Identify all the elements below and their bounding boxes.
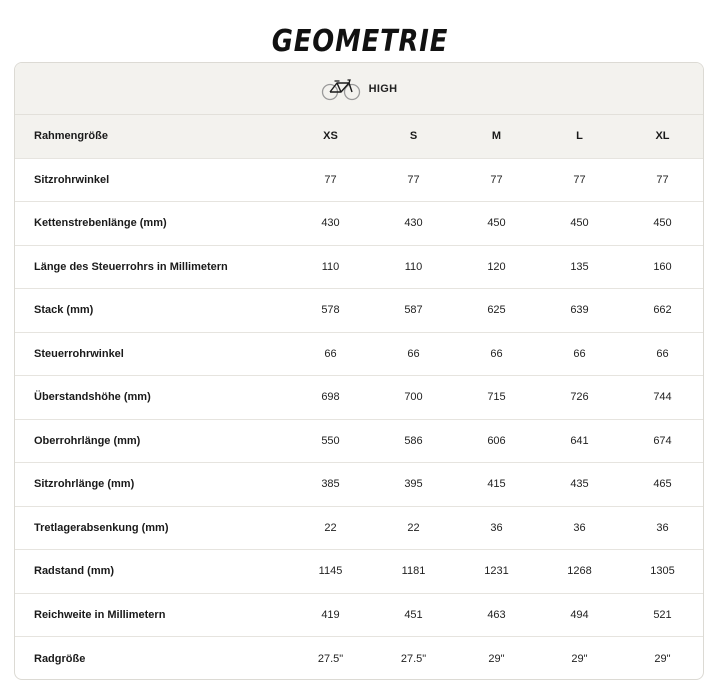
variant-selector[interactable] — [15, 63, 703, 115]
table-cell: 160 — [653, 260, 672, 273]
table-cell: 586 — [404, 434, 423, 447]
table-cell: 606 — [487, 434, 506, 447]
table-cell: 700 — [404, 391, 423, 404]
table-cell: 27.5" — [317, 652, 344, 665]
table-cell: 77 — [656, 173, 669, 186]
table-row — [15, 158, 704, 202]
table-cell: 1231 — [484, 565, 509, 578]
table-cell: 430 — [404, 217, 423, 230]
table-cell: 1145 — [318, 565, 343, 578]
table-cell: 451 — [404, 608, 423, 621]
row-label: Steuerrohrwinkel — [34, 347, 124, 360]
table-cell: 625 — [487, 304, 506, 317]
table-row — [15, 637, 704, 681]
row-label: Länge des Steuerrohrs in Millimetern — [34, 260, 228, 273]
table-row — [15, 463, 704, 507]
geometry-table — [15, 115, 704, 680]
page-title: GEOMETRIE — [271, 24, 449, 60]
table-row — [15, 550, 704, 594]
table-cell: 66 — [573, 347, 586, 360]
table-cell: 77 — [573, 173, 586, 186]
table-cell: 641 — [570, 434, 589, 447]
table-cell: 578 — [321, 304, 340, 317]
size-header: M — [491, 130, 502, 143]
table-cell: 715 — [487, 391, 506, 404]
table-row — [15, 506, 704, 550]
table-cell: 77 — [324, 173, 337, 186]
table-row — [15, 289, 704, 333]
table-cell: 66 — [490, 347, 503, 360]
table-cell: 29" — [488, 652, 505, 665]
row-label: Oberrohrlänge (mm) — [34, 434, 141, 447]
table-row — [15, 332, 704, 376]
table-cell: 744 — [653, 391, 672, 404]
row-label: Sitzrohrlänge (mm) — [34, 478, 135, 491]
table-cell: 77 — [490, 173, 503, 186]
table-cell: 110 — [321, 260, 340, 273]
table-header-row — [15, 115, 704, 158]
table-cell: 698 — [321, 391, 340, 404]
table-row — [15, 419, 704, 463]
table-cell: 110 — [404, 260, 423, 273]
table-cell: 22 — [407, 521, 420, 534]
table-cell: 135 — [570, 260, 589, 273]
table-row — [15, 593, 704, 637]
row-label: Reichweite in Millimetern — [34, 608, 166, 621]
table-cell: 1268 — [567, 565, 592, 578]
table-cell: 494 — [570, 608, 589, 621]
table-cell: 550 — [321, 434, 340, 447]
table-cell: 419 — [321, 608, 340, 621]
variant-label: HIGH — [368, 82, 398, 95]
row-label: Radgröße — [34, 652, 86, 665]
table-cell: 36 — [573, 521, 586, 534]
table-cell: 450 — [570, 217, 589, 230]
table-row — [15, 245, 704, 289]
table-cell: 521 — [653, 608, 672, 621]
table-cell: 639 — [570, 304, 589, 317]
bike-icon — [321, 77, 361, 101]
table-cell: 36 — [490, 521, 503, 534]
frame-size-header: Rahmengröße — [34, 130, 108, 143]
table-row — [15, 376, 704, 420]
table-cell: 36 — [656, 521, 669, 534]
size-header: L — [576, 130, 583, 143]
row-label: Radstand (mm) — [34, 565, 115, 578]
table-cell: 27.5" — [400, 652, 427, 665]
size-header: S — [409, 130, 418, 143]
table-cell: 385 — [321, 478, 340, 491]
table-cell: 463 — [487, 608, 506, 621]
geometry-card — [14, 62, 704, 680]
table-cell: 66 — [656, 347, 669, 360]
table-cell: 1305 — [650, 565, 675, 578]
table-cell: 29" — [571, 652, 588, 665]
table-cell: 120 — [487, 260, 506, 273]
table-cell: 465 — [653, 478, 672, 491]
table-cell: 435 — [570, 478, 589, 491]
size-header: XL — [655, 130, 670, 143]
row-label: Tretlagerabsenkung (mm) — [34, 521, 169, 534]
table-cell: 66 — [324, 347, 337, 360]
row-label: Sitzrohrwinkel — [34, 173, 110, 186]
table-cell: 395 — [404, 478, 423, 491]
table-cell: 430 — [321, 217, 340, 230]
table-cell: 450 — [653, 217, 672, 230]
table-cell: 674 — [653, 434, 672, 447]
table-cell: 662 — [653, 304, 672, 317]
table-cell: 22 — [324, 521, 337, 534]
table-cell: 77 — [407, 173, 420, 186]
table-cell: 66 — [407, 347, 420, 360]
row-label: Überstandshöhe (mm) — [34, 391, 151, 404]
table-cell: 1181 — [401, 565, 426, 578]
table-cell: 587 — [404, 304, 423, 317]
row-label: Kettenstrebenlänge (mm) — [34, 217, 167, 230]
table-cell: 29" — [654, 652, 671, 665]
table-cell: 726 — [570, 391, 589, 404]
table-cell: 450 — [487, 217, 506, 230]
table-row — [15, 202, 704, 246]
size-header: XS — [323, 130, 338, 143]
row-label: Stack (mm) — [34, 304, 94, 317]
table-cell: 415 — [487, 478, 506, 491]
